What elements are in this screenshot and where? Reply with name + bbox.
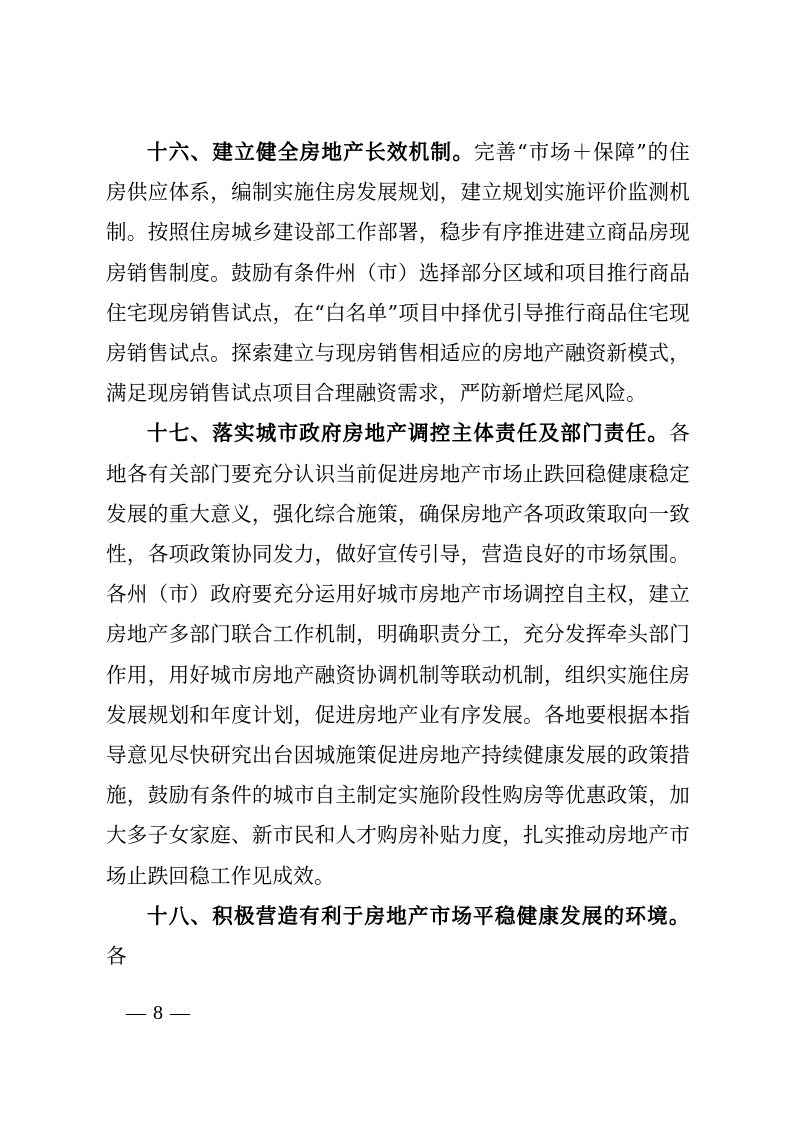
paragraph-16-text: 完善“市场＋保障”的住房供应体系，编制实施住房发展规划，建立规划实施评价监测机制。按照住房城乡建设部工作部署，稳步有序推进建立商品房现房销售制度。鼓励有条件州（市）选择部分区域和项目推行商品住宅现房销售试点，在“白名单”项目中择优引导推行商品住宅现房销售试点。探索建立与现房销售相适应的房地产融资新模式，满足现房销售试点项目合理融资需求，严防新增烂尾风险。 <box>106 140 690 406</box>
paragraph-16-heading: 十六、建立健全房地产长效机制。 <box>147 140 475 164</box>
document-body <box>106 132 690 976</box>
paragraph-17-text: 各地各有关部门要充分认识当前促进房地产市场止跌回稳健康稳定发展的重大意义，强化综合施策，确保房地产各项政策取向一致性，各项政策协同发力，做好宣传引导，营造良好的市场氛围。各州（市）政府要充分运用好城市房地产市场调控自主权，建立房地产多部门联合工作机制，明确职责分工，充分发挥牵头部门作用，用好城市房地产融资协调机制等联动机制，组织实施住房发展规划和年度计划，促进房地产业有序发展。各地要根据本指导意见尽快研究出台因城施策促进房地产持续健康发展的政策措施，鼓励有条件的城市自主制定实施阶段性购房等优惠政策，加大多子女家庭、新市民和人才购房补贴力度，扎实推动房地产市场止跌回稳工作见成效。 <box>106 421 690 888</box>
page-number: — 8 — <box>126 1002 191 1024</box>
paragraph-17 <box>106 413 690 895</box>
paragraph-18-text: 各 <box>106 944 127 969</box>
paragraph-16 <box>106 132 690 413</box>
paragraph-18-heading: 十八、积极营造有利于房地产市场平稳健康发展的环境。 <box>147 903 690 928</box>
paragraph-18 <box>106 896 690 976</box>
paragraph-17-heading: 十七、落实城市政府房地产调控主体责任及部门责任。 <box>147 421 670 446</box>
